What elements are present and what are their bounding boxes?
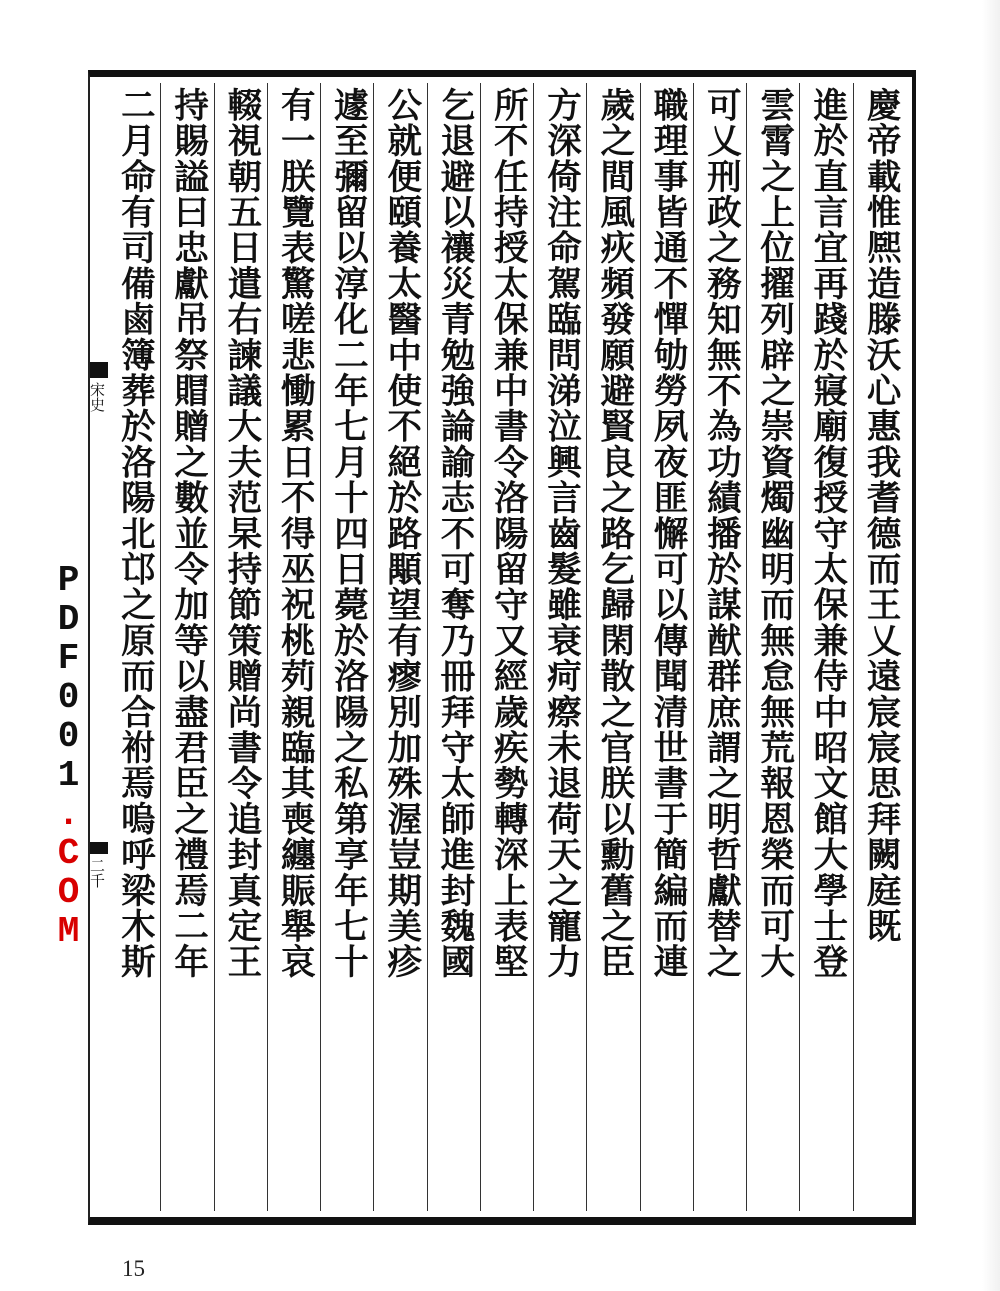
edge-label-upper: 宋史 <box>88 382 106 412</box>
column-text: 方深倚注命駕臨問涕泣興言齒髮雖衰疴瘵未退荷天之寵力 <box>540 87 581 980</box>
column-text: 持賜謚曰忠獻吊祭賵贈之數並令加等以盡君臣之禮焉二年 <box>167 87 208 980</box>
text-column-3 <box>746 83 799 1211</box>
text-column-10 <box>373 83 426 1211</box>
text-frame <box>88 70 916 1225</box>
edge-mark-lower <box>90 842 108 854</box>
column-text: 歲之間風疢頻發願避賢良之路乞歸閑散之官朕以勳舊之臣 <box>593 87 634 980</box>
text-column-14 <box>160 83 213 1211</box>
text-column-2 <box>799 83 852 1211</box>
column-text: 職理事皆通不憚劬勞夙夜匪懈可以傳聞清世書于簡編而連 <box>647 87 688 980</box>
text-column-1 <box>853 83 906 1211</box>
watermark-text-main: PDF001 <box>48 560 89 794</box>
text-column-5 <box>640 83 693 1211</box>
column-text: 輟視朝五日遣右諫議大夫范杲持節策贈尚書令追封真定王 <box>220 87 261 980</box>
text-columns <box>108 83 906 1211</box>
column-text: 公就便頤養太醫中使不絕於路顒望有瘳別加殊渥豈期美疹 <box>380 87 421 980</box>
text-column-7 <box>533 83 586 1211</box>
text-column-13 <box>214 83 267 1211</box>
column-text: 遽至彌留以淳化二年七月十四日薨於洛陽之私第享年七十 <box>327 87 368 980</box>
watermark-text-suffix: .COM <box>48 794 89 950</box>
column-text: 二月命有司備鹵簿葬於洛陽北邙之原而合祔焉嗚呼梁木斯 <box>114 87 155 980</box>
text-column-15 <box>108 83 160 1211</box>
text-column-4 <box>693 83 746 1211</box>
edge-mark-upper <box>90 362 108 378</box>
column-text: 進於直言宜再踐於寢廟復授守太保兼侍中昭文館大學士登 <box>806 87 847 980</box>
page-edge-shadow <box>982 0 1000 1291</box>
edge-label-lower: 二千 <box>88 858 106 888</box>
text-column-8 <box>480 83 533 1211</box>
column-text: 有一朕覽表驚嗟悲慟累日不得巫祝桃茢親臨其喪纏賑舉哀 <box>274 87 315 980</box>
text-column-11 <box>320 83 373 1211</box>
column-text: 可乂刑政之務知無不為功績播於謀猷群庶謂之明哲獻替之 <box>700 87 741 980</box>
column-text: 慶帝載惟熈造滕沃心惠我耆德而王乂遠宸宸思拜闕庭既 <box>860 87 901 944</box>
text-column-6 <box>586 83 639 1211</box>
page-number: 15 <box>122 1256 145 1281</box>
column-text: 所不任持授太保兼中書令洛陽留守又經歲疾勢轉深上表堅 <box>487 87 528 980</box>
watermark <box>48 560 89 950</box>
text-column-12 <box>267 83 320 1211</box>
column-text: 乞退避以禳災青勉強論諭志不可奪乃冊拜守太師進封魏國 <box>433 87 474 980</box>
text-column-9 <box>427 83 480 1211</box>
column-text: 雲霄之上位擢列辟之崇資燭幽明而無怠無荒報恩榮而可大 <box>753 87 794 980</box>
